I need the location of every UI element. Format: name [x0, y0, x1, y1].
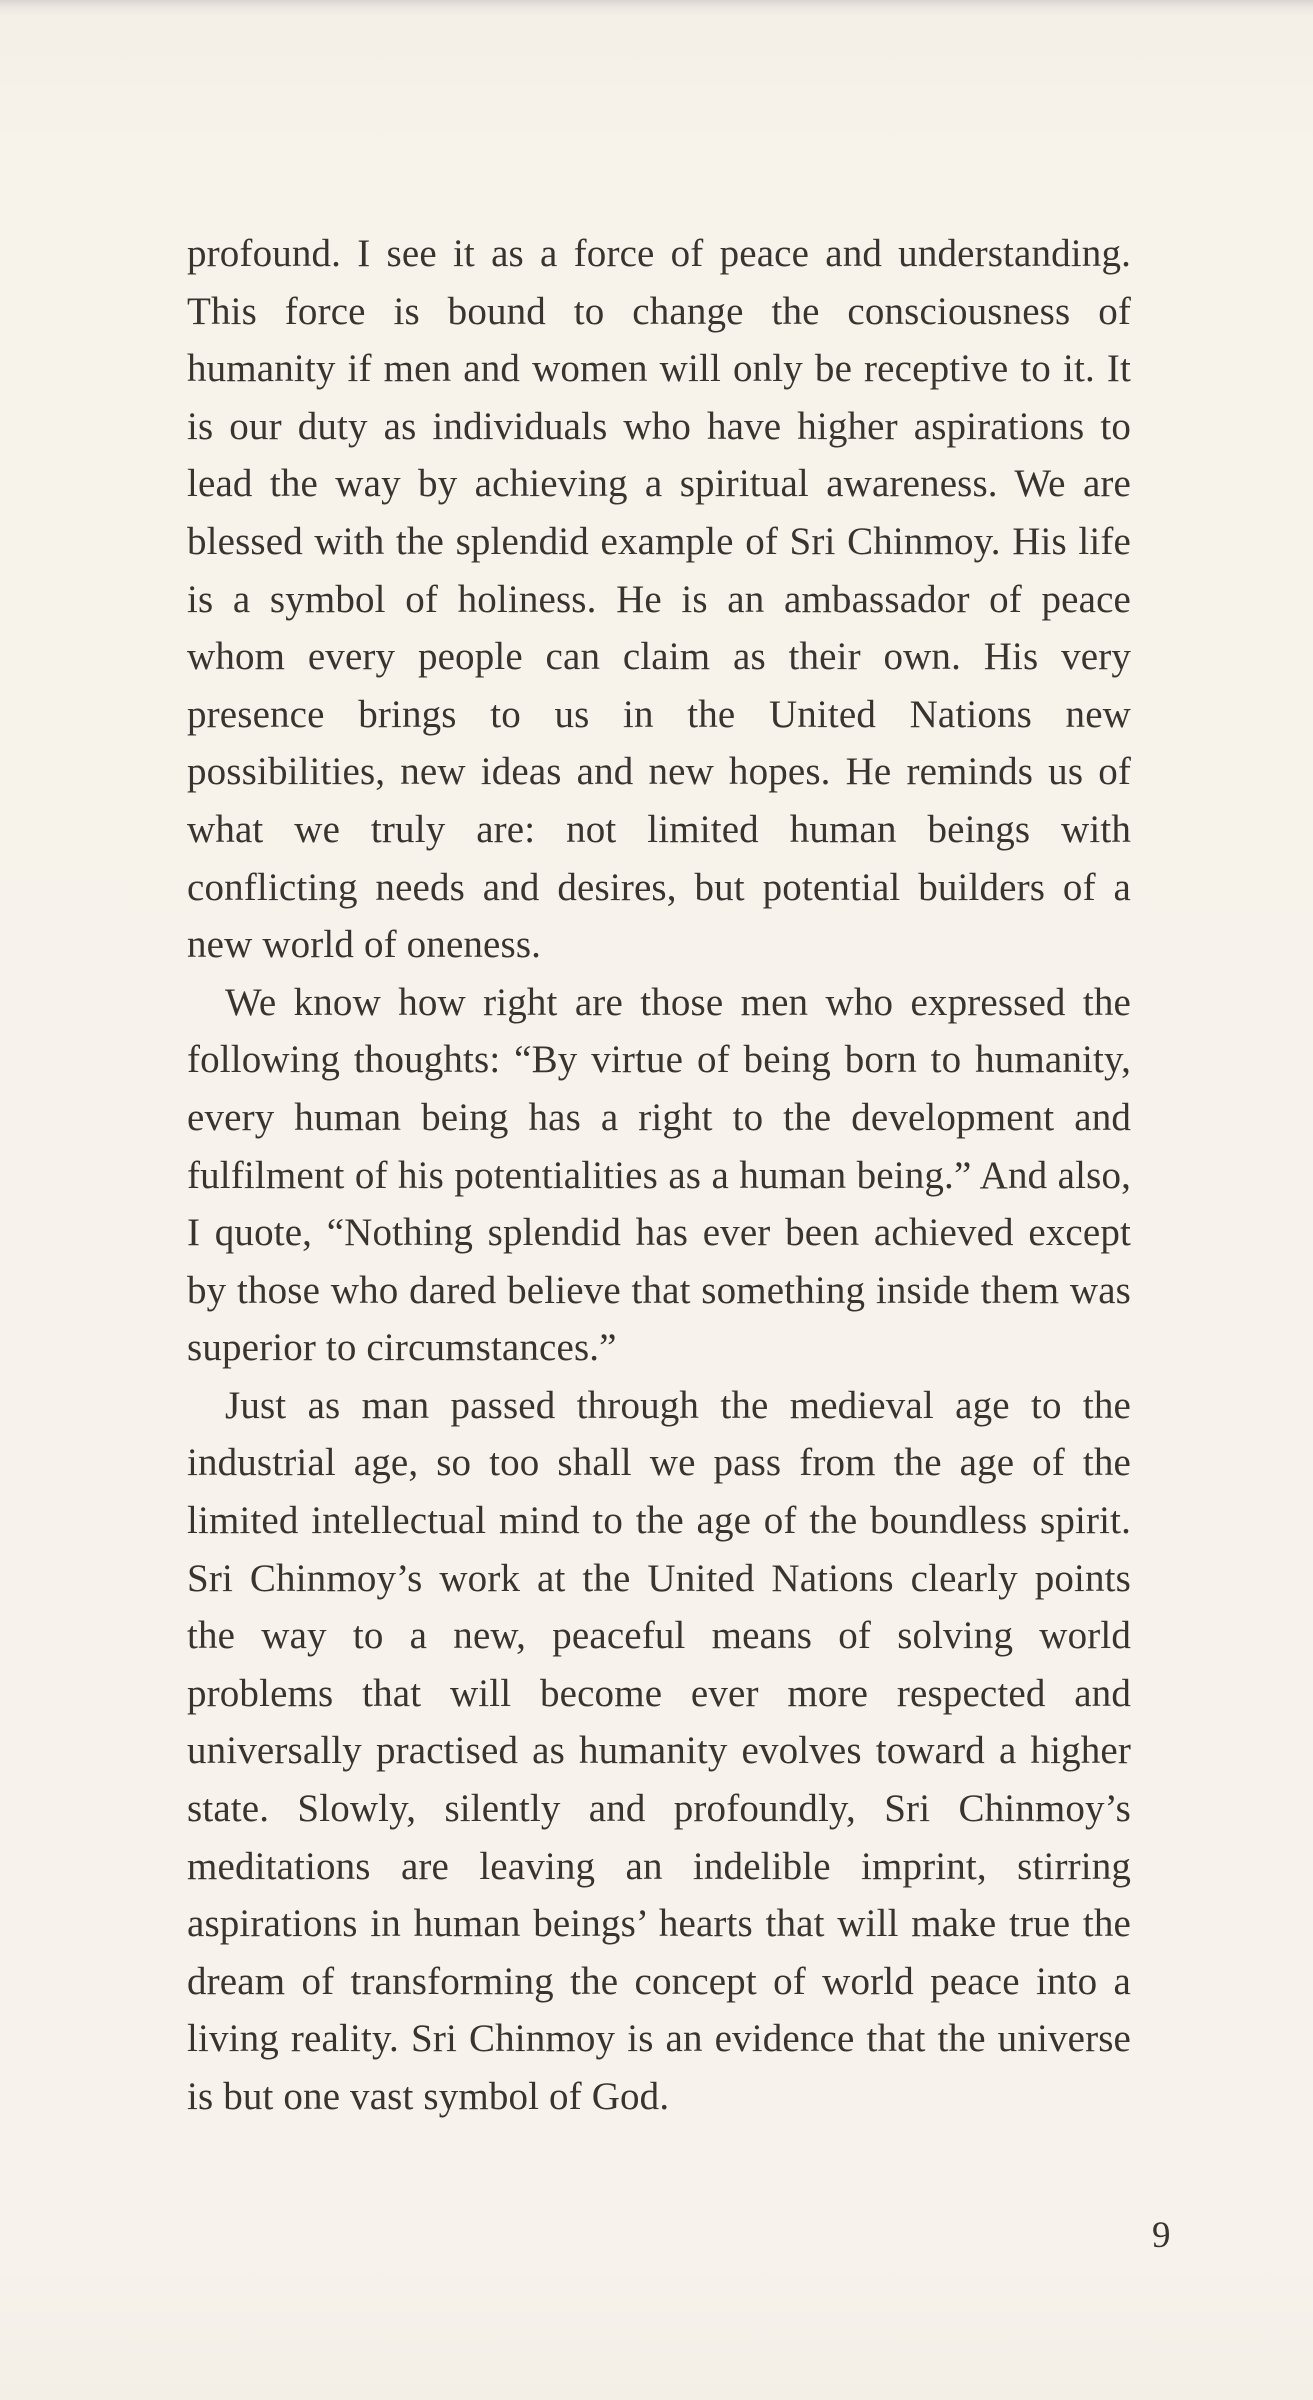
body-text — [187, 225, 1131, 2126]
paragraph-3: Just as man passed through the medieval age to the industrial age, so too shall we pass from the age of the limited intellectual mind to the age of the boundless spirit. Sri Chinmoy’s work at the United Nations clearly points the way to a new, peaceful means of solving world problems that will become ever more respected and universally practised as humanity evolves toward a higher state. Slowly, silently and profoundly, Sri Chinmoy’s meditations are leaving an indelible imprint, stirring aspirations in human beings’ hearts that will make true the dream of transforming the concept of world peace into a living reality. Sri Chinmoy is an evidence that the universe is but one vast symbol of God. — [187, 1383, 1131, 2118]
paragraph-1: profound. I see it as a force of peace and understanding. This force is bound to change the consciousness of humanity if men and women will only be receptive to it. It is our duty as individuals who have higher aspirations to lead the way by achieving a spiritual awareness. We are blessed with the splendid example of Sri Chinmoy. His life is a symbol of holiness. He is an ambassador of peace whom every people can claim as their own. His very presence brings to us in the United Nations new possibilities, new ideas and new hopes. He reminds us of what we truly are: not limited human beings with conflicting needs and desires, but potential builders of a new world of oneness. — [187, 232, 1131, 967]
paragraph-2: We know how right are those men who expressed the following thoughts: “By virtue of being born to humanity, every human being has a right to the development and fulfilment of his potentialities as a human being.” And also, I quote, “Nothing splendid has ever been achieved except by those who dared believe that something inside them was superior to circumstances.” — [187, 980, 1131, 1370]
page-number: 9 — [1152, 2215, 1171, 2256]
page-top-edge — [0, 0, 1313, 16]
